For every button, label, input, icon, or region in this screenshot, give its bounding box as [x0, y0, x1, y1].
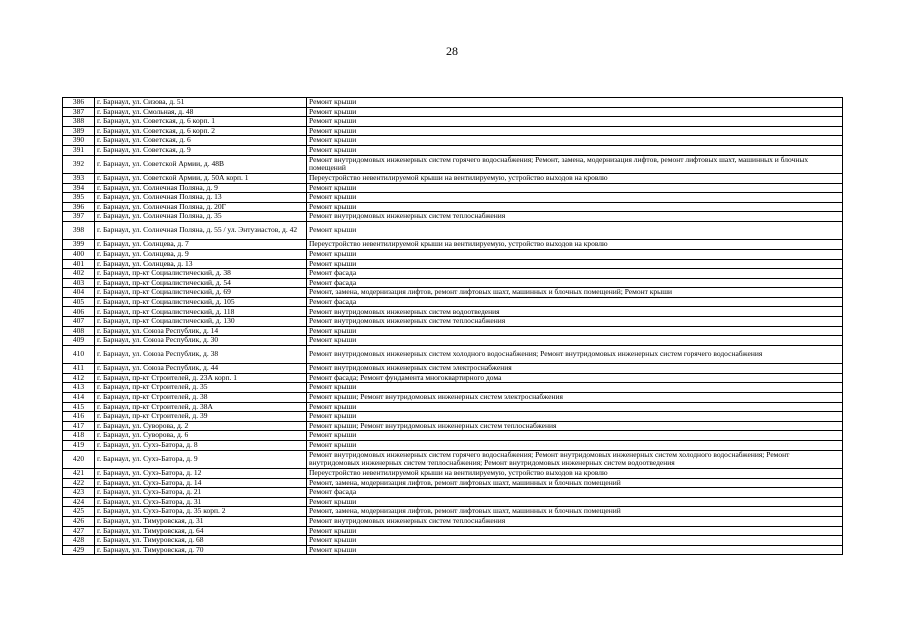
table-row — [63, 478, 843, 488]
row-number-cell: 393 — [63, 173, 95, 183]
table-row — [63, 117, 843, 127]
work-type-cell: Ремонт крыши — [307, 193, 843, 203]
work-type-cell: Ремонт крыши — [307, 126, 843, 136]
address-cell: г. Барнаул, пр-кт Социалистический, д. 38 — [95, 269, 307, 279]
address-cell: г. Барнаул, ул. Солнечная Поляна, д. 20Г — [95, 202, 307, 212]
work-type-cell: Ремонт крыши; Ремонт внутридомовых инженерных систем теплоснабжения — [307, 421, 843, 431]
address-cell: г. Барнаул, ул. Союза Республик, д. 14 — [95, 326, 307, 336]
address-cell: г. Барнаул, пр-кт Строителей, д. 39 — [95, 412, 307, 422]
address-cell: г. Барнаул, ул. Советская, д. 6 — [95, 136, 307, 146]
table-row — [63, 278, 843, 288]
table-row — [63, 98, 843, 108]
table-row — [63, 202, 843, 212]
address-cell: г. Барнаул, ул. Сухэ-Батора, д. 14 — [95, 478, 307, 488]
row-number-cell: 414 — [63, 393, 95, 403]
address-cell: г. Барнаул, пр-кт Социалистический, д. 54 — [95, 278, 307, 288]
address-cell: г. Барнаул, пр-кт Строителей, д. 38 — [95, 393, 307, 403]
page-number: 28 — [446, 44, 458, 58]
work-type-cell: Ремонт крыши — [307, 336, 843, 346]
address-cell: г. Барнаул, ул. Солнечная Поляна, д. 13 — [95, 193, 307, 203]
table-row — [63, 269, 843, 279]
table-row — [63, 259, 843, 269]
table-row — [63, 297, 843, 307]
table-row — [63, 107, 843, 117]
table-row — [63, 193, 843, 203]
address-cell: г. Барнаул, ул. Советской Армии, д. 50А корп. 1 — [95, 173, 307, 183]
row-number-cell: 404 — [63, 288, 95, 298]
address-cell: г. Барнаул, пр-кт Социалистический, д. 69 — [95, 288, 307, 298]
table-row — [63, 145, 843, 155]
address-cell: г. Барнаул, ул. Солнцева, д. 7 — [95, 240, 307, 250]
row-number-cell: 394 — [63, 183, 95, 193]
row-number-cell: 422 — [63, 478, 95, 488]
row-number-cell: 419 — [63, 440, 95, 450]
row-number-cell: 424 — [63, 497, 95, 507]
address-cell: г. Барнаул, ул. Сухэ-Батора, д. 35 корп. 2 — [95, 507, 307, 517]
table-row — [63, 373, 843, 383]
table-row — [63, 526, 843, 536]
row-number-cell: 409 — [63, 336, 95, 346]
row-number-cell: 400 — [63, 249, 95, 259]
table-row — [63, 536, 843, 546]
work-type-cell: Ремонт крыши — [307, 183, 843, 193]
work-type-cell: Ремонт крыши — [307, 326, 843, 336]
work-type-cell: Ремонт внутридомовых инженерных систем теплоснабжения — [307, 317, 843, 327]
address-cell: г. Барнаул, ул. Союза Республик, д. 38 — [95, 345, 307, 363]
row-number-cell: 397 — [63, 212, 95, 222]
address-cell: г. Барнаул, пр-кт Социалистический, д. 118 — [95, 307, 307, 317]
work-type-cell: Ремонт крыши — [307, 221, 843, 239]
table-row — [63, 136, 843, 146]
work-type-cell: Ремонт крыши — [307, 497, 843, 507]
table-row — [63, 402, 843, 412]
table-row — [63, 307, 843, 317]
work-type-cell: Ремонт внутридомовых инженерных систем горячего водоснабжения; Ремонт, замена, модернизация лифтов, ремонт лифтовых шахт, машинных и блочных помещений — [307, 155, 843, 173]
address-cell: г. Барнаул, ул. Тимуровская, д. 68 — [95, 536, 307, 546]
address-cell: г. Барнаул, ул. Сизова, д. 51 — [95, 98, 307, 108]
address-cell: г. Барнаул, пр-кт Строителей, д. 38А — [95, 402, 307, 412]
row-number-cell: 416 — [63, 412, 95, 422]
row-number-cell: 412 — [63, 373, 95, 383]
row-number-cell: 391 — [63, 145, 95, 155]
row-number-cell: 410 — [63, 345, 95, 363]
work-type-cell: Ремонт фасада — [307, 297, 843, 307]
row-number-cell: 421 — [63, 468, 95, 478]
row-number-cell: 395 — [63, 193, 95, 203]
row-number-cell: 402 — [63, 269, 95, 279]
work-type-cell: Ремонт внутридомовых инженерных систем водоотведения — [307, 307, 843, 317]
row-number-cell: 405 — [63, 297, 95, 307]
address-cell: г. Барнаул, ул. Сухэ-Батора, д. 8 — [95, 440, 307, 450]
work-type-cell: Ремонт крыши — [307, 536, 843, 546]
work-type-cell: Ремонт крыши — [307, 545, 843, 555]
table-row — [63, 468, 843, 478]
work-type-cell: Ремонт крыши — [307, 202, 843, 212]
address-cell: г. Барнаул, ул. Союза Республик, д. 44 — [95, 364, 307, 374]
table-row — [63, 431, 843, 441]
row-number-cell: 418 — [63, 431, 95, 441]
row-number-cell: 423 — [63, 488, 95, 498]
address-cell: г. Барнаул, ул. Смольная, д. 48 — [95, 107, 307, 117]
row-number-cell: 398 — [63, 221, 95, 239]
row-number-cell: 420 — [63, 450, 95, 468]
address-cell: г. Барнаул, ул. Сухэ-Батора, д. 21 — [95, 488, 307, 498]
work-type-cell: Ремонт, замена, модернизация лифтов, ремонт лифтовых шахт, машинных и блочных помещений; Ремонт крыши — [307, 288, 843, 298]
table-row — [63, 212, 843, 222]
work-type-cell: Ремонт, замена, модернизация лифтов, ремонт лифтовых шахт, машинных и блочных помещений — [307, 507, 843, 517]
table-row — [63, 173, 843, 183]
address-cell: г. Барнаул, пр-кт Строителей, д. 23А корп. 1 — [95, 373, 307, 383]
row-number-cell: 389 — [63, 126, 95, 136]
work-type-cell: Ремонт крыши — [307, 440, 843, 450]
work-type-cell: Ремонт крыши — [307, 526, 843, 536]
row-number-cell: 387 — [63, 107, 95, 117]
address-cell: г. Барнаул, ул. Советская, д. 6 корп. 1 — [95, 117, 307, 127]
address-cell: г. Барнаул, ул. Советской Армии, д. 48В — [95, 155, 307, 173]
work-type-cell: Ремонт крыши — [307, 249, 843, 259]
table-row — [63, 336, 843, 346]
work-type-cell: Переустройство невентилируемой крыши на вентилируемую, устройство выходов на кровлю — [307, 240, 843, 250]
row-number-cell: 428 — [63, 536, 95, 546]
table-row — [63, 317, 843, 327]
address-cell: г. Барнаул, ул. Солнцева, д. 13 — [95, 259, 307, 269]
table-row — [63, 240, 843, 250]
table-body — [63, 98, 843, 555]
work-type-cell: Ремонт крыши — [307, 98, 843, 108]
table-row — [63, 155, 843, 173]
work-type-cell: Ремонт крыши — [307, 117, 843, 127]
address-cell: г. Барнаул, ул. Солнцева, д. 9 — [95, 249, 307, 259]
work-type-cell: Ремонт фасада; Ремонт фундамента многоквартирного дома — [307, 373, 843, 383]
table-row — [63, 450, 843, 468]
row-number-cell: 413 — [63, 383, 95, 393]
work-type-cell: Ремонт крыши — [307, 145, 843, 155]
address-cell: г. Барнаул, ул. Сухэ-Батора, д. 12 — [95, 468, 307, 478]
table-row — [63, 126, 843, 136]
work-type-cell: Ремонт крыши — [307, 136, 843, 146]
table-row — [63, 440, 843, 450]
table-row — [63, 249, 843, 259]
work-type-cell: Ремонт крыши — [307, 402, 843, 412]
row-number-cell: 425 — [63, 507, 95, 517]
row-number-cell: 388 — [63, 117, 95, 127]
address-cell: г. Барнаул, ул. Сухэ-Батора, д. 31 — [95, 497, 307, 507]
row-number-cell: 407 — [63, 317, 95, 327]
work-type-cell: Ремонт крыши; Ремонт внутридомовых инженерных систем электроснабжения — [307, 393, 843, 403]
table-row — [63, 516, 843, 526]
work-type-cell: Ремонт крыши — [307, 412, 843, 422]
table-row — [63, 288, 843, 298]
row-number-cell: 408 — [63, 326, 95, 336]
table-row — [63, 383, 843, 393]
table-row — [63, 393, 843, 403]
work-type-cell: Ремонт крыши — [307, 107, 843, 117]
row-number-cell: 392 — [63, 155, 95, 173]
work-type-cell: Ремонт крыши — [307, 259, 843, 269]
work-type-cell: Ремонт фасада — [307, 269, 843, 279]
work-type-cell: Ремонт внутридомовых инженерных систем теплоснабжения — [307, 516, 843, 526]
row-number-cell: 427 — [63, 526, 95, 536]
address-cell: г. Барнаул, ул. Солнечная Поляна, д. 9 — [95, 183, 307, 193]
table-row — [63, 497, 843, 507]
row-number-cell: 406 — [63, 307, 95, 317]
table-row — [63, 507, 843, 517]
work-type-cell: Ремонт внутридомовых инженерных систем теплоснабжения — [307, 212, 843, 222]
table-row — [63, 421, 843, 431]
row-number-cell: 426 — [63, 516, 95, 526]
address-cell: г. Барнаул, ул. Тимуровская, д. 31 — [95, 516, 307, 526]
work-type-cell: Ремонт внутридомовых инженерных систем горячего водоснабжения; Ремонт внутридомовых инженерных систем холодного водоснабжения; Ремонт внутридомовых инженерных систем теплоснабжения; Ремонт внутридомовых инженерных систем водоотведения — [307, 450, 843, 468]
table-row — [63, 183, 843, 193]
work-type-cell: Ремонт внутридомовых инженерных систем электроснабжения — [307, 364, 843, 374]
address-cell: г. Барнаул, пр-кт Строителей, д. 35 — [95, 383, 307, 393]
repair-table — [62, 97, 843, 555]
address-cell: г. Барнаул, ул. Тимуровская, д. 70 — [95, 545, 307, 555]
table-row — [63, 221, 843, 239]
work-type-cell: Ремонт фасада — [307, 488, 843, 498]
address-cell: г. Барнаул, ул. Советская, д. 6 корп. 2 — [95, 126, 307, 136]
work-type-cell: Ремонт внутридомовых инженерных систем холодного водоснабжения; Ремонт внутридомовых инженерных систем горячего водоснабжения — [307, 345, 843, 363]
table-row — [63, 364, 843, 374]
table-row — [63, 545, 843, 555]
work-type-cell: Ремонт крыши — [307, 431, 843, 441]
work-type-cell: Ремонт, замена, модернизация лифтов, ремонт лифтовых шахт, машинных и блочных помещений — [307, 478, 843, 488]
address-cell: г. Барнаул, пр-кт Социалистический, д. 130 — [95, 317, 307, 327]
row-number-cell: 411 — [63, 364, 95, 374]
address-cell: г. Барнаул, ул. Солнечная Поляна, д. 35 — [95, 212, 307, 222]
table-row — [63, 345, 843, 363]
address-cell: г. Барнаул, ул. Советская, д. 9 — [95, 145, 307, 155]
row-number-cell: 415 — [63, 402, 95, 412]
address-cell: г. Барнаул, ул. Суворова, д. 6 — [95, 431, 307, 441]
work-type-cell: Переустройство невентилируемой крыши на вентилируемую, устройство выходов на кровлю — [307, 468, 843, 478]
address-cell: г. Барнаул, ул. Сухэ-Батора, д. 9 — [95, 450, 307, 468]
work-type-cell: Ремонт крыши — [307, 383, 843, 393]
table-row — [63, 326, 843, 336]
address-cell: г. Барнаул, пр-кт Социалистический, д. 105 — [95, 297, 307, 307]
row-number-cell: 390 — [63, 136, 95, 146]
row-number-cell: 396 — [63, 202, 95, 212]
row-number-cell: 403 — [63, 278, 95, 288]
row-number-cell: 399 — [63, 240, 95, 250]
table-row — [63, 488, 843, 498]
address-cell: г. Барнаул, ул. Суворова, д. 2 — [95, 421, 307, 431]
row-number-cell: 386 — [63, 98, 95, 108]
work-type-cell: Ремонт фасада — [307, 278, 843, 288]
table-row — [63, 412, 843, 422]
row-number-cell: 417 — [63, 421, 95, 431]
work-type-cell: Переустройство невентилируемой крыши на вентилируемую, устройство выходов на кровлю — [307, 173, 843, 183]
row-number-cell: 429 — [63, 545, 95, 555]
row-number-cell: 401 — [63, 259, 95, 269]
address-cell: г. Барнаул, ул. Тимуровская, д. 64 — [95, 526, 307, 536]
address-cell: г. Барнаул, ул. Солнечная Поляна, д. 55 / ул. Энтузиастов, д. 42 — [95, 221, 307, 239]
address-cell: г. Барнаул, ул. Союза Республик, д. 30 — [95, 336, 307, 346]
